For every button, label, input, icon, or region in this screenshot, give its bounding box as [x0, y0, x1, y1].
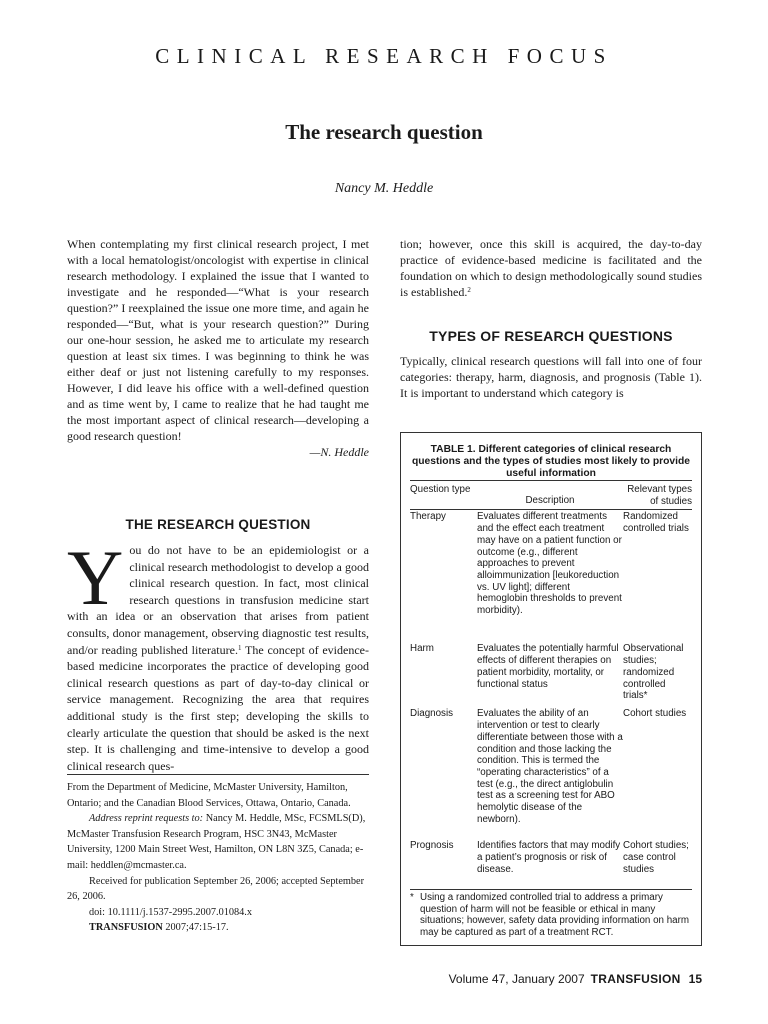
table-caption: TABLE 1. Different categories of clinical research questions and the types of studies most likely to provide useful information	[411, 444, 691, 479]
continuation-text-body: tion; however, once this skill is acquired, the day-to-day practice of evidence-based medicine is facilitated and the foundation on which to design methodologically sound studies is established.	[400, 237, 702, 299]
article-author: Nancy M. Heddle	[334, 181, 434, 196]
running-head: CLINICAL RESEARCH FOCUS	[155, 44, 613, 68]
footnote-received: Received for publication September 26, 2006; accepted September 26, 2006.	[67, 875, 365, 903]
footnote-citation	[67, 920, 369, 936]
section-heading-types: TYPES OF RESEARCH QUESTIONS	[429, 328, 673, 344]
row-type: Diagnosis	[410, 708, 454, 720]
reprint-text: Nancy M. Heddle, MSc, FCSMLS(D), McMaster Transfusion Research Program, HSC 3N43, McMaster University, 1200 Main Street West, Hamilton, ON L8N 3Z5, Canada; e-mail: heddlen@mcmaster.ca.	[67, 813, 366, 871]
table-1	[400, 432, 702, 946]
section-heading-research-question: THE RESEARCH QUESTION	[125, 517, 311, 532]
footnote-affiliation: From the Department of Medicine, McMaster University, Hamilton, Ontario; and the Canadian Blood Services, Ottawa, Ontario, Canada.	[67, 782, 351, 809]
article-title: The research question	[285, 120, 483, 144]
epigraph	[67, 236, 369, 460]
row-description: Evaluates the potentially harmful effects of different therapies on patient morbidity, mortality, or functional status	[477, 643, 619, 690]
types-text: Typically, clinical research questions will fall into one of four categories: therapy, harm, diagnosis, and prognosis (Table 1). It is important to understand which category is	[400, 354, 702, 400]
reference-marker: 1	[237, 643, 242, 652]
row-studies: Observational studies; randomized controlled trials*	[623, 643, 684, 702]
page-footer	[449, 972, 702, 986]
header-question-type: Question type	[410, 484, 471, 495]
citation-journal: TRANSFUSION	[89, 922, 163, 934]
page-number: 15	[688, 972, 702, 986]
row-type: Prognosis	[410, 840, 454, 852]
citation-rest: 2007;47:15-17.	[162, 922, 229, 934]
row-studies: Randomized controlled trials	[623, 511, 689, 535]
reprint-label: Address reprint requests to:	[89, 813, 204, 825]
epigraph-text: When contemplating my first clinical research project, I met with a local hematologist/oncologist with expertise in clinical research methodology. I explained the issue that I wanted to investigate and he responded—“What is your research question?” I reexplained the issue one more time, and again he responded—“But, what is your research question?” During our one-hour session, he asked me to articulate my research question at least six times. I was beginning to think he was either deaf or just not listening carefully to my responses. However, I did leave his office with a well-defined question and as time went by, I came to realize that he had taught me the most important aspect of clinical research—developing a good research question!	[67, 237, 369, 443]
footer-volume: Volume 47, January 2007	[448, 972, 585, 986]
row-description: Evaluates the ability of an intervention or test to clearly differentiate between those with a condition and those lacking the condition. This is termed the “operating characteristics” of a test (e.g., the direct antiglobulin test as a screening test for ABO hemolytic disease of the newborn).	[477, 708, 623, 825]
row-description: Identifies factors that may modify a patient’s prognosis or risk of disease.	[477, 840, 621, 875]
epigraph-attribution: —N. Heddle	[309, 445, 369, 459]
table-row	[410, 839, 692, 888]
body-text-part-1: ou do not have to be an epidemiologist or a clinical research methodologist to develop a good clinical research question. In fact, most clinical research questions in transfusion medicine start with an idea or an observation that arises from patient consults, donor management, observing diagnostic test results, and/or reading published literature.	[67, 543, 369, 657]
table-footnote	[410, 889, 692, 939]
reference-marker: 2	[467, 286, 471, 294]
row-studies: Cohort studies	[623, 708, 687, 720]
body-text-part-2: The concept of evidence-based medicine incorporates the practice of developing good clinical research questions as part of day-to-day clinical or service management. Recognizing the area that requires additional study is the first step; developing the skills to clearly articulate the question that should be asked is the next step. It is challenging and time-intensive to develop a good clinical research ques-	[67, 642, 369, 773]
section-body	[67, 534, 369, 774]
drop-cap: Y	[67, 534, 124, 621]
table-footnote-marker: *	[410, 892, 414, 903]
header-description: Description	[525, 495, 575, 506]
row-type: Therapy	[410, 511, 446, 523]
table-header-row	[410, 480, 692, 510]
types-paragraph	[400, 353, 702, 401]
row-studies: Cohort studies; case control studies	[623, 840, 689, 875]
continuation-text	[400, 236, 702, 300]
footnotes	[67, 780, 369, 936]
continuation-paragraph	[400, 236, 702, 300]
row-description: Evaluates different treatments and the effect each treatment may have on a patient function or outcome (e.g., different approaches to prevent alloimmunization [leukoreduction vs. UV light]; different hemoglobin thresholds to prevent morbidity).	[477, 511, 622, 617]
table-row	[410, 642, 692, 707]
footer-journal: TRANSFUSION	[590, 972, 681, 986]
footnote-divider	[67, 774, 369, 775]
footnote-doi: doi: 10.1111/j.1537-2995.2007.01084.x	[89, 906, 253, 918]
row-type: Harm	[410, 643, 434, 655]
header-relevant-studies: Relevant types of studies	[627, 484, 692, 507]
table-row	[410, 510, 692, 642]
table-row	[410, 707, 692, 839]
footnote-reprint	[67, 811, 369, 873]
table-footnote-text: Using a randomized controlled trial to address a primary question of harm will not be feasible or ethical in many situations; however, safety data providing information on harm may be captured as part of a treatment RCT.	[420, 892, 690, 939]
table-grid	[410, 480, 692, 888]
